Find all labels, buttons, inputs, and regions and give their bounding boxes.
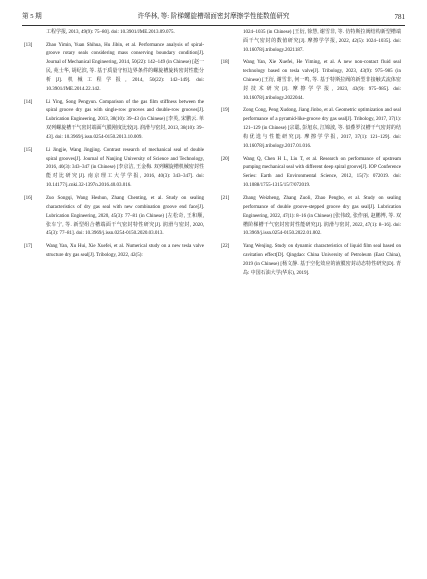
reference-text: 1024–1035 (in Chinese) [王衍, 徐慧, 谢雪非, 等. 仿特斯拉阀结构新型槽端面干气密封的数值研究[J]. 摩擦学学报, 2022, 42(5): 1024–1035]. doi: 10.16078/j.tribology.2021187. [243,30,401,53]
reference-number: [19] [221,108,230,114]
reference-text: Wang Yan, Xie Xuefei, He Yiming, et al. A new non-contact fluid seal technology based on tesla valve[J]. Tribology, 2023, 43(9): 975–985 (in Chinese) [王衍, 谢雪非, 何一鸣, 等. 基于特斯拉阀的新型非接触式流体密封技术研究[J]. 摩擦学学报, 2023, 43(9): 975–985]. doi: 10.16078/j.tribology.2022044. [243,60,401,101]
reference-entry [221,243,401,279]
reference-entry [24,42,204,95]
reference-entry [221,107,401,152]
reference-text: Li Ying, Song Pengyun. Comparison of the gas film stiffness between the spiral groove dry gas with single-row grooves and double-row grooves[J]. Lubrication Engineering, 2013, 38(10): 39–43 (in Chinese) [李英, 宋鹏云. 单双列螺旋槽干气密封端面气膜刚度比较[J]. 润滑与密封, 2013, 38(10): 39–43]. doi: 10.3969/j.issn.0254-0150.2013.10.009. [46,99,204,141]
left-column [24,29,204,264]
running-header [22,11,405,23]
reference-number: [18] [221,60,230,66]
reference-text: 工程学报, 2013, 49(9): 75–80]. doi: 10.3901/JME.2013.09.075. [46,30,175,35]
right-column [221,29,401,282]
reference-entry [221,195,401,240]
reference-text: Yang Wenjing. Study on dynamic characteristics of liquid film seal based on cavitation effect[D]. Qingdao: China University of Petroleum (East China), 2019 (in Chinese) [杨文静. 基于空化效应的液膜密封动态特性研究[D]. 青岛: 中国石油大学(华东), 2019]. [243,243,401,276]
reference-number: [14] [24,99,33,105]
reference-number: [22] [221,243,230,249]
reference-entry [24,29,204,38]
reference-number: [17] [24,243,33,249]
reference-entry [221,29,401,56]
running-title: 许华林, 等: 阶梯螺旋槽端面密封摩擦学性能数值研究 [137,13,290,20]
reference-number: [16] [24,195,33,201]
page-number: 781 [394,13,405,21]
issue-label: 第 5 期 [22,13,42,20]
reference-text: Wang Yan, Xu Hui, Xie Xuefei, et al. Numerical study on a new tesla valve structure dry gas seal[J]. Tribology, 2022, 42(5): [46,243,204,258]
reference-entry [24,243,204,261]
reference-number: [13] [24,42,33,48]
reference-entry [221,59,401,104]
reference-entry [24,147,204,192]
reference-number: [21] [221,195,230,201]
reference-entry [24,99,204,144]
reference-text: Wang Q, Chen H L, Liu T, et al. Research on performance of upstream pumping mechanical seal with different deep spiral groove[J]. IOP Conference Series: Earth and Environmental Science, 2012, 15(7): 072019. doi: 10.1088/1755-1315/15/7/072019. [243,156,401,189]
header-rule [22,25,405,26]
reference-number: [15] [24,147,33,153]
reference-entry [221,156,401,192]
reference-text: Li Jingjie, Wang Jingjing. Contrast research of mechanical seal of double spiral grooves[J]. Journal of Nanjing University of Science and Technology, 2016, 40(3): 343–347 (in Chinese) [李京洁, 王金梅. 双列螺旋槽机械密封性能对比研究[J]. 南京理工大学学报, 2016, 40(3): 343–347]. doi: 10.14177/j.cnki.32-1397n.2016.40.03.016. [46,147,204,189]
reference-text: Zhao Yimin, Yuan Shihua, Hu Jibin, et al. Performance analysis of spiral-groove rotary seals considering mass conserving boundary condition[J]. Journal of Mechanical Engineering, 2014, 50(22): 142–149 (in Chinese) [赵一民, 苑士华, 胡纪滨, 等. 基于质量守恒边界条件的螺旋槽旋转密封性能分析[J]. 机械工程学报, 2014, 50(22): 142–149]. doi: 10.3901/JME.2014.22.142. [46,42,204,93]
reference-text: Zuo Songqi, Wang Heshun, Zhang Chenting, et al. Study on sealing characteristics of dry gas seal with new combination groove end face[J]. Lubrication Engineering, 2020, 45(3): 77–81 (in Chinese) [左松奇, 王和顺, 张车宁, 等. 新型组合槽端面干气密封特性研究[J]. 润滑与密封, 2020, 45(3): 77–81]. doi: 10.3969/j.issn.0254-0150.2020.03.013. [46,195,204,237]
reference-number: [20] [221,156,230,162]
reference-text: Zong Cong, Peng Xudong, Jiang Jinbo, et al. Geometric optimization and seal performance of a pyramid-like-groove dry gas seal[J]. Tribology, 2017, 37(1): 121–129 (in Chinese) [宗聪, 彭旭东, 江锦波, 等. 似叠罗汉槽干气密封的结构优选与性能研究[J]. 摩擦学学报, 2017, 37(1): 121–129]. doi: 10.16078/j.tribology.2017.01.016. [243,108,401,150]
reference-entry [24,195,204,240]
reference-text: Zhang Weizheng, Zhang Zuoli, Zhao Pengbo, et al. Study on sealing performance of double groove-stepped groove dry gas seal[J]. Lubrication Engineering, 2022, 47(1): 8–16 (in Chinese) [张伟政, 张作丽, 赵鹏博, 等. 双槽阶梯槽干气密封密封性能研究[J]. 润滑与密封, 2022, 47(1): 8–16]. doi: 10.3969/j.issn.0254-0150.2022.01.002. [243,195,401,237]
